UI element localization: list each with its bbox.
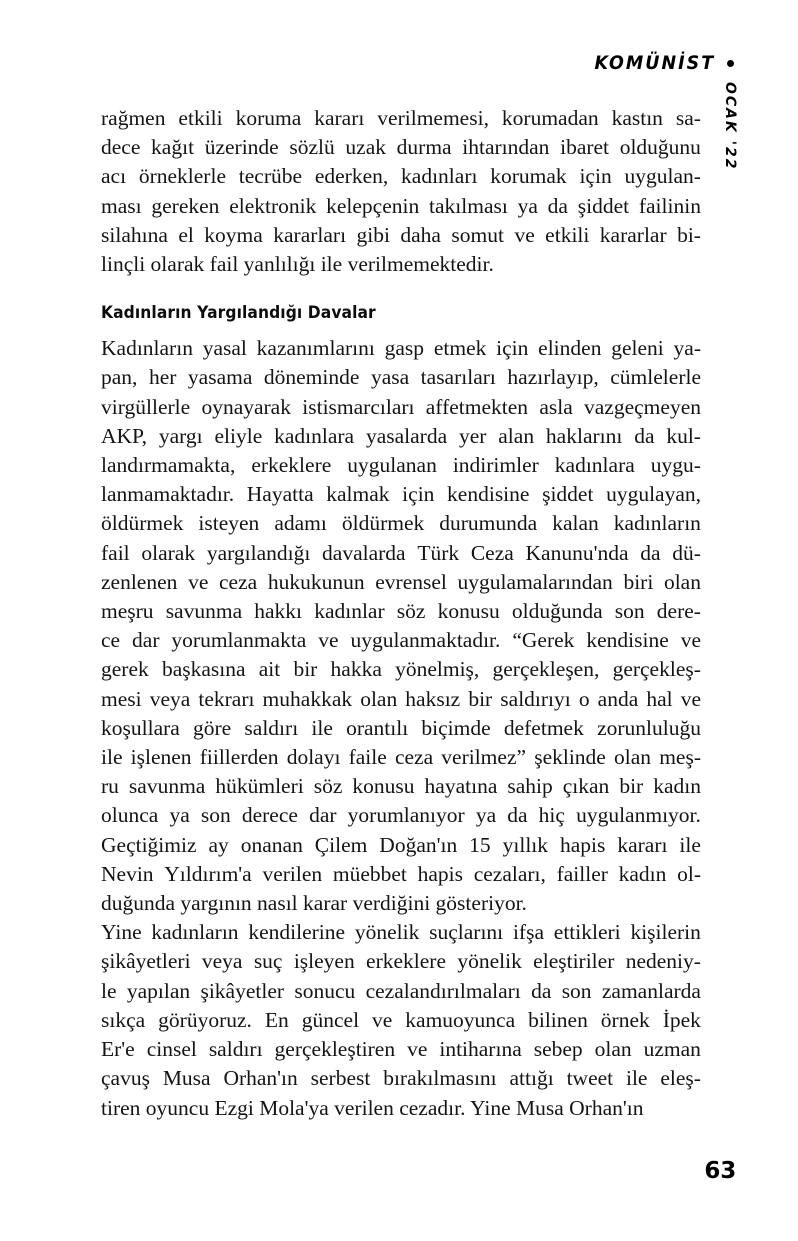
paragraph-1 (101, 104, 701, 279)
text-line: acı örneklerle tecrübe ederken, kadınları korumak için uygulan- (101, 164, 701, 189)
text-line: AKP, yargı eliyle kadınlara yasalarda yer alan haklarını da kul- (101, 423, 701, 448)
text-line: ması gereken elektronik kelepçenin takılması ya da şiddet failinin (101, 193, 701, 218)
text-line: lanmamaktadır. Hayatta kalmak için kendisine şiddet uygulayan, (101, 482, 701, 507)
text-line: ru savunma hükümleri söz konusu hayatına sahip çıkan bir kadın (101, 774, 701, 799)
text-line: olunca ya son derece dar yorumlanıyor ya da hiç uygulanmıyor. (101, 803, 701, 828)
text-line: mesi veya tekrarı muhakkak olan haksız bir saldırıyı o anda hal ve (101, 686, 701, 711)
text-line: Kadınların yasal kazanımlarını gasp etmek için elinden geleni ya- (101, 336, 701, 361)
text-line: rağmen etkili koruma kararı verilmemesi, korumadan kastın sa- (101, 106, 701, 130)
text-line: fail olarak yargılandığı davalarda Türk Ceza Kanunu'nda da dü- (101, 540, 701, 565)
section-heading-kadinlarin-yargilandigi-davalar: Kadınların Yargılandığı Davalar (101, 303, 376, 323)
text-line: le yapılan şikâyetler sonucu cezalandırılmaları da son zamanlarda (101, 978, 701, 1003)
text-line: Er'e cinsel saldırı gerçekleştiren ve intiharına sebep olan uzman (101, 1037, 701, 1062)
text-line: virgüllerle oynayarak istismarcıları affetmekten asla vazgeçmeyen (101, 394, 701, 419)
page-number: 63 (704, 1158, 736, 1184)
text-line: sıkça görüyoruz. En güncel ve kamuoyunca bilinen örnek İpek (101, 1007, 701, 1032)
text-line: pan, her yasama döneminde yasa tasarıları hazırlayıp, cümlelerle (101, 365, 701, 390)
running-header (584, 52, 734, 74)
text-line: linçli olarak fail yanlılığı ile verilmemektedir. (101, 252, 494, 277)
text-line: öldürmek isteyen adamı öldürmek durumunda kalan kadınların (101, 511, 701, 536)
text-line: tiren oyuncu Ezgi Mola'ya verilen cezadır. Yine Musa Orhan'ın (101, 1095, 644, 1120)
text-line: çavuş Musa Orhan'ın serbest bırakılmasını attığı tweet ile eleş- (101, 1066, 701, 1091)
text-line: dece kağıt üzerinde sözlü uzak durma ihtarından ibaret olduğunu (101, 135, 701, 160)
text-line: şikâyetleri veya suç işleyen erkeklere yönelik eleştiriler nedeniy- (101, 949, 701, 974)
issue-date-block (720, 82, 738, 192)
text-line: meşru savunma hakkı kadınlar söz konusu olduğunda son dere- (101, 599, 701, 624)
issue-date-label: OCAK '22 (722, 82, 738, 171)
publication-title: KOMÜNİST (594, 52, 715, 74)
text-line: duğunda yargının nasıl karar verdiğini gösteriyor. (101, 891, 527, 916)
text-line: koşullara göre saldırı ile orantılı biçimde defetmek zorunluluğu (101, 715, 701, 740)
text-line: zenlenen ve ceza hukukunun evrensel uygulamalarından biri olan (101, 569, 701, 594)
paragraph-2 (101, 334, 701, 918)
text-line: gerek başkasına ait bir hakka yönelmiş, gerçekleşen, gerçekleş- (101, 657, 701, 682)
text-line: Yine kadınların kendilerine yönelik suçlarını ifşa ettikleri kişilerin (101, 920, 701, 945)
text-line: landırmamakta, erkeklere uygulanan indirimler kadınlara uygu- (101, 453, 701, 478)
bullet-separator-icon (727, 60, 734, 67)
paragraph-3 (101, 918, 701, 1122)
text-line: Geçtiğimiz ay onanan Çilem Doğan'ın 15 yıllık hapis kararı ile (101, 832, 701, 857)
text-column (101, 104, 701, 1123)
text-line: Nevin Yıldırım'a verilen müebbet hapis cezaları, failler kadın ol- (101, 861, 701, 886)
text-line: ce dar yorumlanmakta ve uygulanmaktadır. “Gerek kendisine ve (101, 628, 701, 653)
text-line: ile işlenen fiillerden dolayı faile ceza verilmez” şeklinde olan meş- (101, 745, 701, 770)
text-line: silahına el koyma kararları gibi daha somut ve etkili kararlar bi- (101, 222, 701, 247)
